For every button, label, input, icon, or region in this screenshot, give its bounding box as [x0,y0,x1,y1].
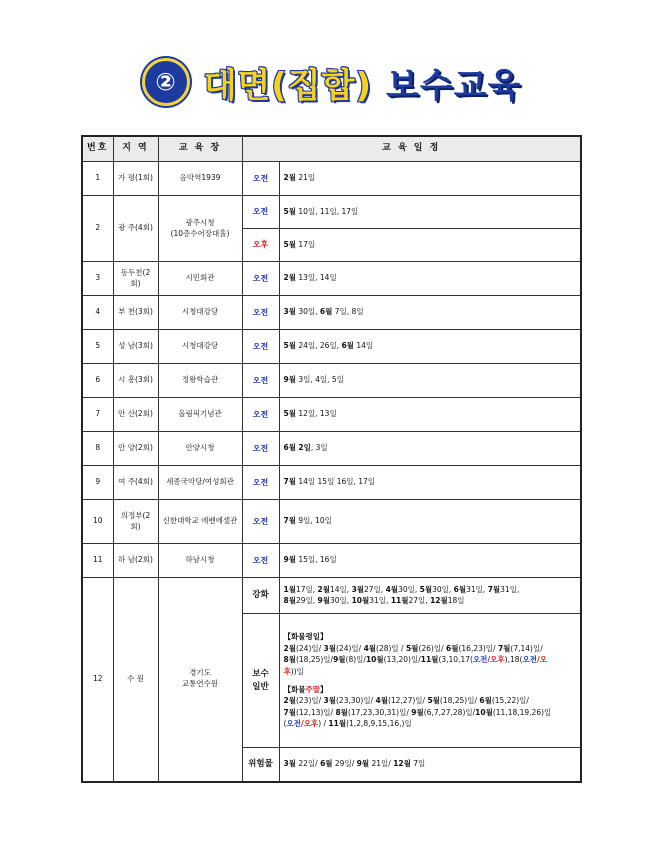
number-badge: ② [142,58,190,106]
date-days: 29일/ [332,758,357,768]
date-days: 3일, 4일, 5일 [295,375,344,385]
row-number: 5 [82,330,113,364]
date-month: 11월 [420,655,439,665]
date-days: (23,30)일/ [336,696,376,706]
am-label: 오전 [472,655,488,665]
session-am: 오전 [242,364,279,398]
date-days: (6,7,27,28)일/ [423,707,476,717]
date-month: 11월 [390,595,409,605]
table-body [82,162,581,782]
date-month: 8월 [335,707,348,717]
date-days: 31일, [466,584,488,594]
row-region: 시 흥(3회) [113,364,158,398]
date-month: 9월 [333,655,346,665]
date-days: (11,18,19,26)일 [492,707,552,717]
date-month: 1월 [283,584,296,594]
date-days: 27일, [364,584,386,594]
date-days: (3,10,17( [438,655,473,665]
venue-name: 음악역1939 [179,173,221,183]
date-days: 14일 15일 16일, 17일 [295,477,376,487]
date-month: 2월 [283,273,296,283]
date-days: 9일, 10일 [295,516,332,526]
date-month: 6월 [479,696,492,706]
venue-name: 하남시청 [185,555,215,565]
date-month: 2월 [283,173,296,183]
date-month: 2일 [298,443,311,453]
category-general [242,614,279,748]
row-venue [158,196,242,262]
date-days: (18,25)일/ [295,655,334,665]
date-month: 5월 [283,239,296,249]
table-row [82,500,581,544]
venue-name: 시청대강당 [181,307,219,317]
date-days: (24)일/ [295,643,324,653]
session-am: 오전 [242,466,279,500]
date-month: 7월 [497,643,511,653]
row-region: 성 남(3회) [113,330,158,364]
header-row [82,136,581,162]
table-row [82,544,581,578]
venue-name: 시청대강당 [181,341,219,351]
table-row [82,432,581,466]
row-number: 12 [82,578,113,782]
schedule-dates [279,229,581,262]
row-region: 의정부(2회) [113,500,158,544]
table-row [82,578,581,614]
date-month: 5월 [405,643,419,653]
row-number: 3 [82,262,113,296]
date-month: 3월 [283,758,296,768]
category-general-1: 보수 [252,669,269,680]
date-month: 9월 [283,555,296,565]
row-region: 광 주(4회) [113,196,158,262]
am-label: 오전 [522,655,537,665]
date-days: 24일, 26일, [295,341,342,351]
date-month: 10월 [475,707,493,717]
session-am: 오전 [242,432,279,466]
date-days: 30일, [432,584,454,594]
subhead-weekday: 【화물평일】 [283,632,328,641]
date-days: (28)일 / [376,643,406,653]
date-days: 29일, [295,595,318,605]
venue-detail: 교통연수원 [181,679,219,689]
row-venue [158,544,242,578]
session-am: 오전 [242,196,279,229]
schedule-dates [279,578,581,614]
session-am: 오전 [242,296,279,330]
date-days: (17,23,30,31)일/ [347,707,412,717]
date-month: 6월 [453,584,467,594]
title-highlight: 대면(집합) [203,65,373,106]
header-schedule: 교 육 일 정 [242,136,581,162]
table-row [82,364,581,398]
row-region: 부 천(3회) [113,296,158,330]
row-venue [158,364,242,398]
schedule-dates [279,748,581,782]
date-month: 4월 [385,584,399,594]
row-venue [158,500,242,544]
row-number: 6 [82,364,113,398]
slash: / [536,655,540,665]
row-number: 7 [82,398,113,432]
date-days: 7일, 8일 [332,307,364,317]
date-month: 6월 [319,307,333,317]
date-days: 15일, 16일 [295,555,337,565]
row-venue [158,296,242,330]
session-am: 오전 [242,398,279,432]
pm-label: 오후 [490,655,505,665]
table-row [82,466,581,500]
row-venue [158,398,242,432]
date-month: 7월 [487,584,501,594]
row-region: 가 평(1회) [113,162,158,196]
date-days: (18,25)일/ [439,696,480,706]
category-general-2: 일반 [252,681,269,692]
date-month: 10월 [365,655,384,665]
schedule-dates [279,614,581,748]
date-month: 10월 [351,595,370,605]
date-month: 3월 [323,696,336,706]
date-days: 7일 [410,758,426,768]
pm-label: 오 [539,655,547,665]
date-days: 30일, [330,595,352,605]
date-month: 5월 [427,696,440,706]
subhead-weekend-red: 주말 [305,684,320,694]
pm-label: 오후 [303,719,319,729]
date-month: 5월 [283,206,296,216]
row-number: 1 [82,162,113,196]
date-month: 12월 [430,595,448,605]
date-days: (8)일/ [345,655,366,665]
am-label: 오전 [286,719,301,729]
schedule-table [81,135,582,783]
venue-name: 시민회관 [185,273,215,283]
date-days: 13일, 14일 [295,273,337,283]
date-days: (15,22)일/ [491,696,529,706]
date-month: 5월 [419,584,433,594]
schedule-dates [279,162,581,196]
date-month: 9월 [411,707,424,717]
venue-name: 신한대학교 에벤에셀관 [162,516,238,526]
date-days: ( [283,719,287,729]
header-region: 지 역 [113,136,158,162]
session-am: 오전 [242,330,279,364]
date-month: 4월 [375,696,388,706]
date-month: 7월 [283,707,296,717]
date-days: (24)일/ [336,643,364,653]
schedule-dates [279,398,581,432]
date-month: 2월 [283,643,296,653]
table-row [82,398,581,432]
schedule-dates [279,466,581,500]
subhead-weekend-open: 【화물 [283,684,306,694]
date-month: 7월 [283,516,296,526]
spacer [284,678,577,684]
date-days: 14일, [330,584,352,594]
page-title [0,52,663,112]
venue-name: 경기도 [189,668,211,678]
date-days: (16,23)일/ [458,643,498,653]
pm-label: 후 [283,666,291,676]
date-month: 11월 [328,719,347,729]
row-venue [158,432,242,466]
schedule-dates [279,330,581,364]
category-hazmat: 위험물 [242,748,279,782]
session-am: 오전 [242,500,279,544]
session-am: 오전 [242,262,279,296]
date-month: 6월 [446,643,459,653]
date-month: 2월 [283,696,296,706]
row-number: 4 [82,296,113,330]
date-days: 22일/ [295,758,321,768]
category-reinforce: 강화 [242,578,279,614]
session-am: 오전 [242,162,279,196]
date-days: ))일 [290,666,304,676]
date-days: 12일, 13일 [295,409,337,419]
date-days: 18일 [447,595,465,605]
date-days: 10일, 11일, 17일 [295,206,359,216]
date-month: 3월 [323,643,336,653]
table-row [82,330,581,364]
subhead-weekend-close: 】 [320,684,328,694]
date-days: 31일, [369,595,391,605]
date-days: (26)일/ [418,643,446,653]
venue-name: 정왕학습관 [181,375,219,385]
venue-name: 올림픽기념관 [178,409,222,419]
date-days: (7,14)일/ [510,643,543,653]
date-days: 14일 [353,341,374,351]
schedule-dates [279,196,581,229]
row-venue [158,330,242,364]
date-days: 17일, [295,584,318,594]
row-number: 2 [82,196,113,262]
date-month: 8월 [283,595,296,605]
row-number: 10 [82,500,113,544]
date-month: 6월 [283,443,296,453]
session-am: 오전 [242,544,279,578]
row-number: 11 [82,544,113,578]
row-region: 안 산(2회) [113,398,158,432]
date-month: 8월 [283,655,296,665]
date-days: 30일, [398,584,420,594]
venue-name: 안양시청 [185,443,215,453]
date-days: 21일/ [369,758,394,768]
slash: / [487,655,491,665]
date-month: 6월 [341,341,354,351]
date-month: 9월 [356,758,370,768]
date-days: 30일, [295,307,320,317]
schedule-dates [279,432,581,466]
date-month: 5월 [283,409,296,419]
row-venue [158,578,242,782]
row-region: 하 남(2회) [113,544,158,578]
date-month: 3월 [351,584,365,594]
row-region: 수 원 [113,578,158,782]
schedule-dates [279,544,581,578]
schedule-dates [279,262,581,296]
row-number: 9 [82,466,113,500]
row-region: 동두천(2회) [113,262,158,296]
row-venue [158,466,242,500]
date-days: (12,27)일/ [387,696,428,706]
date-days: , 3일 [310,443,328,453]
title-rest: 보수교육 [386,65,522,106]
schedule-dates [279,500,581,544]
date-days: (13,20)일/ [383,655,421,665]
date-month: 9월 [283,375,296,385]
venue-detail: (10층수어장대홀) [170,228,230,238]
date-month: 3월 [283,307,296,317]
table-row [82,296,581,330]
row-venue [158,262,242,296]
date-month: 5월 [283,341,296,351]
row-region: 여 주(4회) [113,466,158,500]
schedule-dates [279,364,581,398]
date-days: ) / [318,719,329,729]
date-days: (12,13)일/ [295,707,336,717]
date-month: 12월 [393,758,411,768]
date-month: 4월 [363,643,377,653]
date-days: (23)일/ [295,696,324,706]
row-venue [158,162,242,196]
date-days: (1,2,8,9,15,16,)일 [346,719,412,729]
session-pm: 오후 [242,229,279,262]
date-days: 27일, [408,595,431,605]
schedule-dates [279,296,581,330]
row-number: 8 [82,432,113,466]
date-days: 17일 [295,239,316,249]
row-region: 안 양(2회) [113,432,158,466]
date-month: 9월 [317,595,330,605]
header-no: 번호 [82,136,113,162]
table-row [82,162,581,196]
table-row [82,196,581,229]
slash: / [300,719,304,729]
date-month: 7월 [283,477,296,487]
header-venue: 교 육 장 [158,136,242,162]
table-row [82,262,581,296]
date-days: 21일 [295,173,316,183]
date-days: ),18( [504,655,523,665]
venue-name: 광주시청 [185,217,215,227]
date-month: 6월 [320,758,333,768]
venue-name: 세종국악당/여성회관 [166,477,234,487]
date-month: 2월 [317,584,330,594]
date-days: 31일, [500,584,520,594]
